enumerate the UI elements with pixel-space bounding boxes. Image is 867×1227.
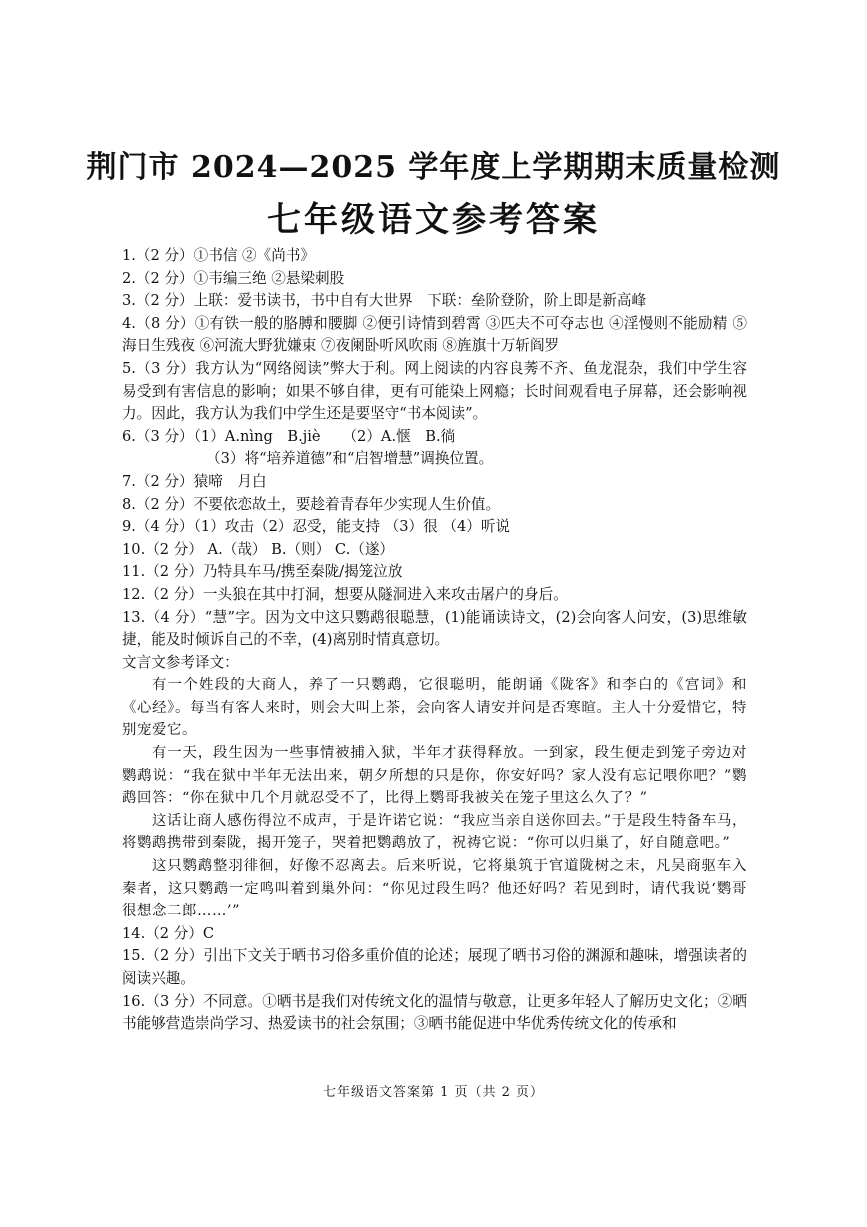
answer-12: 12.（2 分）一头狼在其中打洞，想要从隧洞进入来攻击屠户的身后。 (122, 585, 568, 603)
translation-paragraph-3: 这话让商人感伤得泣不成声，于是许诺它说：“我应当亲自送你回去。”于是段生特备车马，将鹦鹉携带到秦陇，揭开笼子，哭着把鹦鹉放了，祝祷它说：“你可以归巢了，好自随意吧。” (122, 812, 747, 852)
translation-label: 文言文参考译文： (122, 653, 239, 671)
answer-14: 14.（2 分）C (122, 924, 215, 942)
answer-5: 5.（3 分）我方认为“网络阅读”弊大于利。网上阅读的内容良莠不齐、鱼龙混杂，我们中学生容易受到有害信息的影响；如果不够自律，更有可能染上网瘾；长时间观看电子屏幕，还会影响视力。因此，我方认为我们中学生还是要坚守“书本阅读”。 (122, 359, 747, 423)
document-title: 七年级语文参考答案 (267, 200, 600, 240)
answer-10: 10.（2 分） A.（哉） B.（则） C.（遂） (122, 540, 395, 558)
answer-3: 3.（2 分）上联：爱书读书，书中自有大世界 下联：垒阶登阶，阶上即是新高峰 (122, 292, 647, 310)
answer-9: 9.（4 分）（1）攻击（2）忍受，能支持 （3）很 （4）听说 (122, 518, 511, 536)
answer-2: 2.（2 分）①韦编三绝 ②悬梁刺股 (122, 269, 345, 287)
answer-16: 16.（3 分）不同意。①晒书是我们对传统文化的温情与敬意，让更多年轻人了解历史文化；②晒书能够营造崇尚学习、热爱读书的社会氛围；③晒书能促进中华优秀传统文化的传承和 (122, 992, 747, 1033)
translation-paragraph-4: 这只鹦鹉整羽徘徊，好像不忍离去。后来听说，它将巢筑于官道陇树之末，凡吴商驱车入秦者，这只鹦鹉一定鸣叫着到巢外问：“你见过段生吗？他还好吗？若见到时，请代我说‘鹦哥很想念二郎……’” (122, 858, 747, 920)
answer-15: 15.（2 分）引出下文关于晒书习俗多重价值的论述；展现了晒书习俗的渊源和趣味，增强读者的阅读兴趣。 (122, 947, 747, 987)
answer-4: 4.（8 分）①有铁一般的胳膊和腰脚 ②便引诗情到碧霄 ③匹夫不可夺志也 ④淫慢则不能励精 ⑤海日生残夜 ⑥河流大野犹嫌束 ⑦夜阑卧听风吹雨 ⑧旌旗十万斩阎罗 (122, 314, 747, 355)
answer-6-line-1: 6.（3 分）（1）A.nìng B.jiè （2）A.惬 B.徜 (122, 427, 456, 445)
answer-body (122, 245, 747, 1036)
answer-13: 13.（4 分）“慧”字。因为文中这只鹦鹉很聪慧，(1)能诵读诗文，(2)会向客人问安，(3)思维敏捷，能及时倾诉自己的不幸，(4)离别时情真意切。 (122, 608, 747, 649)
exam-title: 荆门市 2024—2025 学年度上学期期末质量检测 (86, 150, 781, 185)
translation-paragraph-1: 有一个姓段的大商人，养了一只鹦鹉，它很聪明，能朗诵《陇客》和李白的《宫词》和《心经》。每当有客人来时，则会大叫上茶，会向客人请安并问是否寒暄。主人十分爱惜它，特别宠爱它。 (122, 677, 747, 739)
answer-6-line-2: （3）将“培养道德”和“启智增慧”调换位置。 (206, 450, 494, 468)
answer-8: 8.（2 分）不要依恋故土，要趁着青春年少实现人生价值。 (122, 495, 501, 513)
translation-paragraph-2: 有一天，段生因为一些事情被捕入狱，半年才获得释放。一到家，段生便走到笼子旁边对鹦鹉说：“我在狱中半年无法出来，朝夕所想的只是你，你安好吗？家人没有忘记喂你吧？”鹦鹉回答：“你在狱中几个月就忍受不了，比得上鹦哥我被关在笼子里这么久了？” (122, 745, 747, 807)
answer-1: 1.（2 分）①书信 ②《尚书》 (122, 247, 316, 264)
page-footer: 七年级语文答案第 1 页（共 2 页） (322, 1085, 545, 1100)
answer-7: 7.（2 分）猿啼 月白 (122, 472, 267, 490)
answer-11: 11.（2 分）乃特具车马/携至秦陇/揭笼泣放 (122, 563, 403, 581)
